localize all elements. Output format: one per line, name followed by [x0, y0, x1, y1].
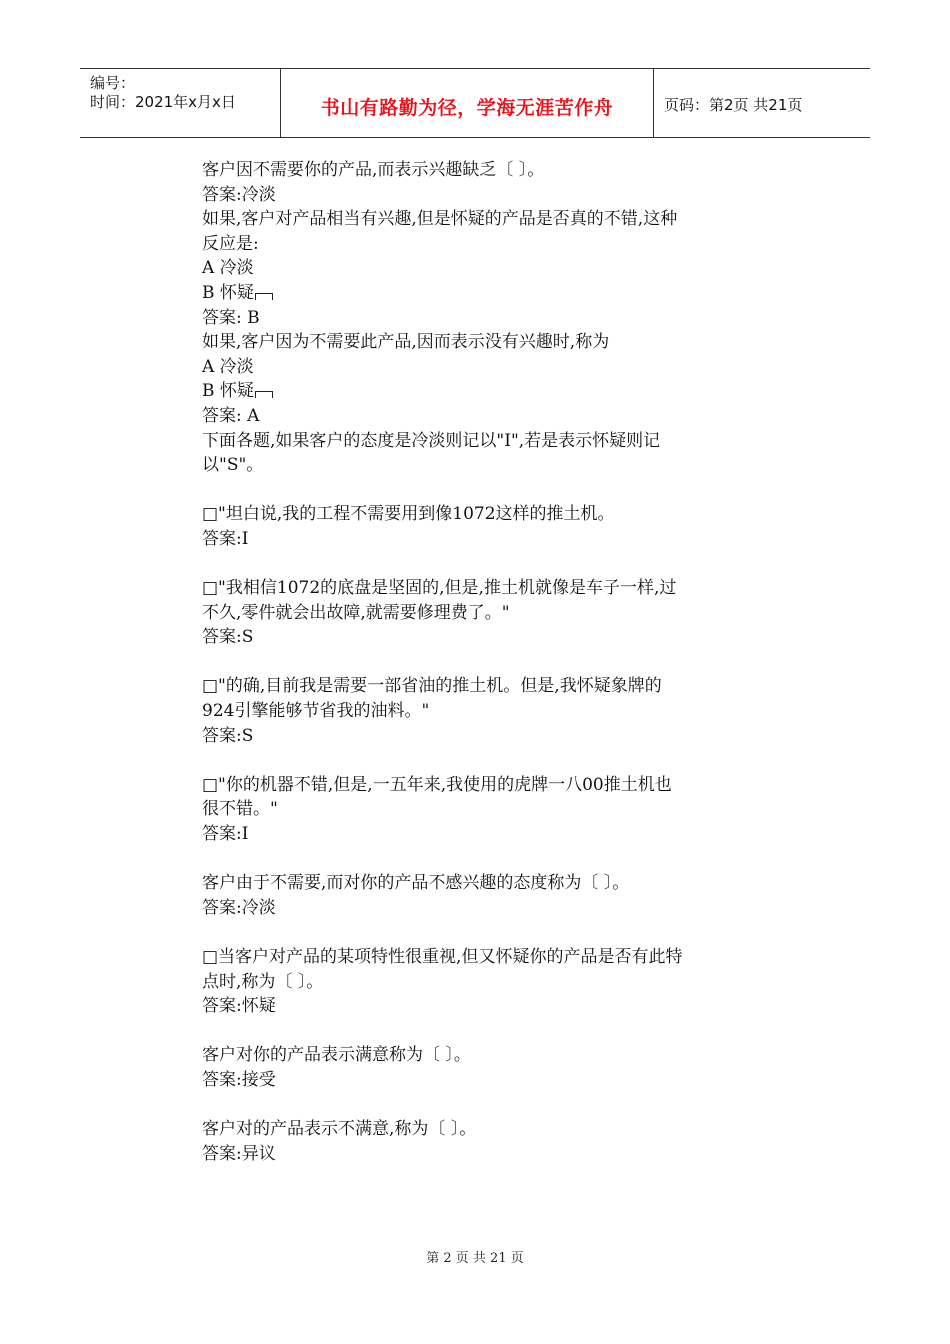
motto-text: 书山有路勤为径，学海无涯苦作舟 [320, 97, 614, 119]
header-page-cell [654, 69, 870, 137]
page-footer: 第 2 页 共 21 页 [426, 1251, 524, 1266]
blank-line [202, 552, 762, 577]
date-label: 时间：2021年x月x日 [90, 93, 236, 111]
page-info: 页码：第2页 共21页 [664, 96, 803, 114]
text-line [202, 896, 762, 921]
blank-line [202, 847, 762, 872]
line-text: □"你的机器不错,但是,一五年来,我使用的虎牌一八00推土机也 [202, 774, 672, 795]
line-text: 答案:冷淡 [202, 184, 276, 205]
line-text: 答案:接受 [202, 1069, 276, 1090]
text-line [202, 330, 762, 355]
line-text: B 怀疑 [202, 381, 254, 402]
blank-line [202, 1019, 762, 1044]
text-line [202, 601, 762, 626]
line-text: □"我相信1072的底盘是坚固的,但是,推土机就像是车子一样,过 [202, 578, 677, 599]
line-text: 反应是: [202, 233, 259, 254]
line-text: 答案:S [202, 725, 254, 746]
text-line [202, 625, 762, 650]
line-text: 答案:I [202, 528, 249, 549]
line-text: A 冷淡 [202, 356, 254, 377]
text-line [202, 674, 762, 699]
bracket-mark-icon [255, 391, 273, 398]
line-text: 下面各题,如果客户的态度是冷淡则记以"I",若是表示怀疑则记 [202, 430, 661, 451]
line-text: □当客户对产品的某项特性很重视,但又怀疑你的产品是否有此特 [202, 947, 683, 967]
text-line [202, 699, 762, 724]
text-line [202, 207, 762, 232]
text-line [202, 404, 762, 429]
text-line [202, 429, 762, 454]
line-text: 如果,客户因为不需要此产品,因而表示没有兴趣时,称为 [202, 332, 610, 353]
blank-line [202, 748, 762, 773]
line-text: 答案:异议 [202, 1143, 276, 1164]
line-text: A 冷淡 [202, 258, 254, 279]
bracket-mark-icon [255, 293, 273, 300]
line-text: 答案:怀疑 [202, 996, 276, 1017]
line-text: 客户对的产品表示不满意,称为〔 〕。 [202, 1119, 477, 1140]
line-text: B 怀疑 [202, 282, 254, 303]
blank-line [202, 920, 762, 945]
line-text: 答案: A [202, 405, 260, 426]
text-line [202, 970, 762, 995]
line-text: 客户由于不需要,而对你的产品不感兴趣的态度称为〔 〕。 [202, 873, 630, 894]
text-line [202, 355, 762, 380]
line-text: 答案:冷淡 [202, 897, 276, 918]
line-text: 答案:I [202, 824, 249, 845]
document-body [202, 158, 762, 1166]
text-line [202, 773, 762, 798]
line-text: 不久,零件就会出故障,就需要修理费了。" [202, 602, 510, 623]
text-line [202, 1117, 762, 1142]
text-line [202, 945, 762, 970]
text-line [202, 871, 762, 896]
line-text: 如果,客户对产品相当有兴趣,但是怀疑的产品是否真的不错,这种 [202, 209, 678, 230]
text-line [202, 1068, 762, 1093]
blank-line [202, 1093, 762, 1118]
text-line [202, 232, 762, 257]
text-line [202, 994, 762, 1019]
line-text: 答案:S [202, 627, 254, 648]
text-line [202, 306, 762, 331]
line-text: 以"S"。 [202, 455, 264, 476]
header-info-cell [80, 69, 281, 137]
text-line [202, 1043, 762, 1068]
line-text: □"坦白说,我的工程不需要用到像1072这样的推土机。 [202, 504, 615, 525]
line-text: 924引擎能够节省我的油料。" [202, 701, 430, 722]
text-line [202, 502, 762, 527]
text-line [202, 453, 762, 478]
text-line [202, 527, 762, 552]
serial-label: 编号： [90, 74, 136, 92]
line-text: □"的确,目前我是需要一部省油的推土机。但是,我怀疑象牌的 [202, 676, 662, 697]
text-line [202, 379, 762, 404]
text-line [202, 256, 762, 281]
header-motto-cell [281, 69, 654, 137]
text-line [202, 1142, 762, 1167]
line-text: 点时,称为〔 〕。 [202, 971, 324, 992]
blank-line [202, 478, 762, 503]
text-line [202, 822, 762, 847]
line-text: 客户对你的产品表示满意称为〔 〕。 [202, 1045, 471, 1066]
text-line [202, 158, 762, 183]
text-line [202, 576, 762, 601]
line-text: 客户因不需要你的产品,而表示兴趣缺乏〔 〕。 [202, 160, 545, 180]
document-header [80, 68, 870, 138]
text-line [202, 281, 762, 306]
line-text: 答案: B [202, 307, 260, 328]
text-line [202, 183, 762, 208]
blank-line [202, 650, 762, 675]
line-text: 很不错。" [202, 799, 278, 820]
text-line [202, 724, 762, 749]
text-line [202, 797, 762, 822]
